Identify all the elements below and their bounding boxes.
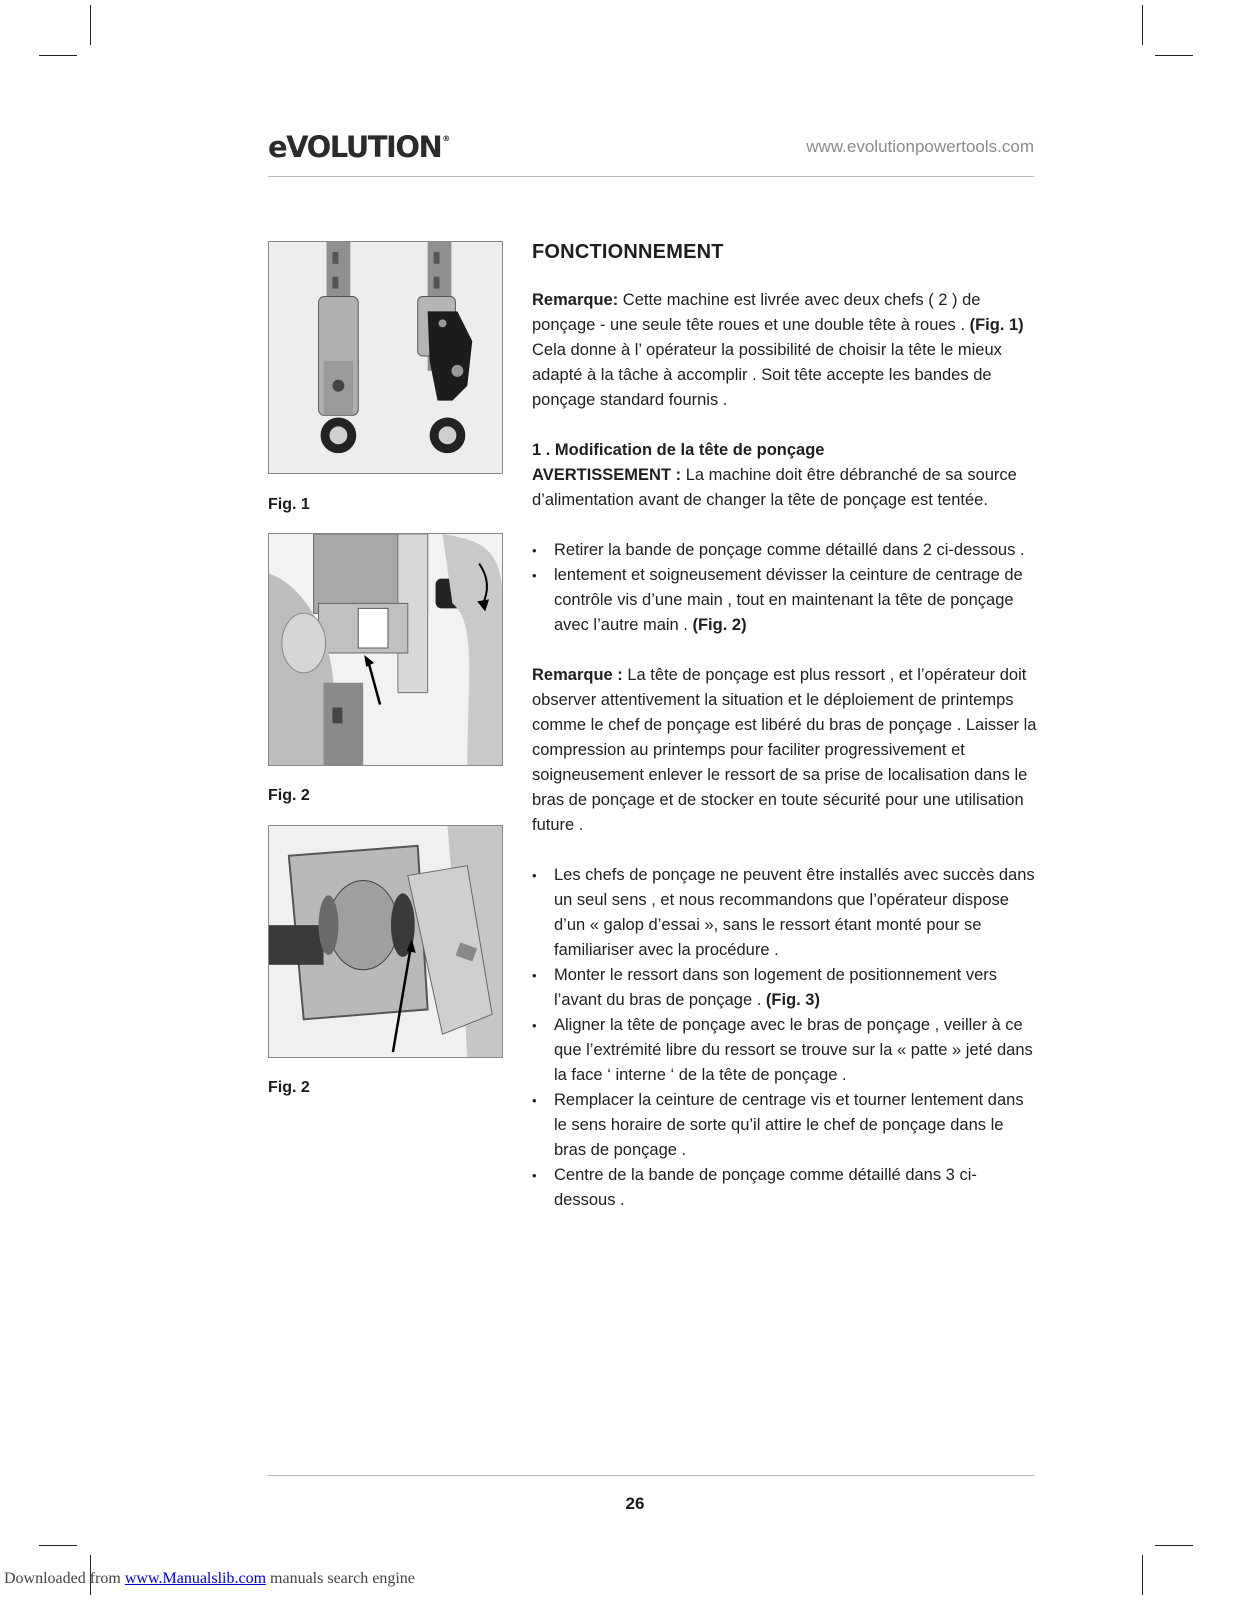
spring-note-text: La tête de ponçage est plus ressort , et l’opérateur doit observer attentivement la situation et le déploiement de printemps comme le chef de ponçage est libéré du bras de ponçage . Laisser la compression au printemps pour faciliter progressivement et soigneusement enlever le ressort de sa prise de localisation dans le bras de ponçage et de stocker en toute sécurité pour une utilisation future . bbox=[532, 666, 1037, 834]
list-item bbox=[532, 863, 1037, 963]
intro-note-label: Remarque: bbox=[532, 291, 619, 309]
crop-mark bbox=[39, 1545, 77, 1546]
intro-note bbox=[532, 288, 1037, 413]
crop-mark bbox=[39, 55, 77, 56]
download-footer bbox=[4, 1570, 415, 1588]
steps-list-1 bbox=[532, 538, 1037, 638]
website-url: www.evolutionpowertools.com bbox=[806, 137, 1034, 156]
main-content bbox=[532, 238, 1037, 1238]
brand-logo-text: eVOLUTION bbox=[268, 130, 442, 164]
header-divider bbox=[268, 176, 1034, 177]
list-item-text: lentement et soigneusement dévisser la ceinture de centrage de contrôle vis d’une main , tout en maintenant la tête de ponçage avec l’autre main . bbox=[554, 566, 1023, 634]
footer-prefix: Downloaded from bbox=[4, 1570, 125, 1587]
list-item bbox=[532, 563, 1037, 638]
crop-mark bbox=[1155, 55, 1193, 56]
list-item-text: Centre de la bande de ponçage comme détaillé dans 3 ci-dessous . bbox=[554, 1166, 977, 1209]
crop-mark bbox=[90, 5, 91, 45]
intro-note-text: Cette machine est livrée avec deux chefs ( 2 ) de ponçage - une seule tête roues et une double tête à roues . bbox=[532, 291, 981, 334]
fig-ref: (Fig. 3) bbox=[765, 991, 820, 1009]
list-item-text: Retirer la bande de ponçage comme détaillé dans 2 ci-dessous . bbox=[554, 541, 1025, 559]
list-item bbox=[532, 538, 1037, 563]
page-number: 26 bbox=[625, 1494, 645, 1513]
fig-ref: (Fig. 2) bbox=[692, 616, 747, 634]
figure-2-caption: Fig. 2 bbox=[268, 787, 310, 804]
section-title: FONCTIONNEMENT bbox=[532, 241, 724, 263]
footer-divider bbox=[268, 1475, 1034, 1476]
warning-note bbox=[532, 463, 1037, 513]
figure-3-caption: Fig. 2 bbox=[268, 1079, 310, 1096]
list-item-text: Les chefs de ponçage ne peuvent être installés avec succès dans un seul sens , et nous recommandons que l’opérateur dispose d’un « galop d’essai », sans le ressort étant monté pour se familiariser avec la procédure . bbox=[554, 866, 1035, 959]
steps-list-2 bbox=[532, 863, 1037, 1213]
crop-mark bbox=[1155, 1545, 1193, 1546]
list-item-text: Aligner la tête de ponçage avec le bras de ponçage , veiller à ce que l’extrémité libre du ressort se trouve sur la « patte » jeté dans la face ‘ interne ‘ de la tête de ponçage . bbox=[554, 1016, 1033, 1084]
list-item bbox=[532, 1163, 1037, 1213]
figure-3-photo bbox=[268, 825, 503, 1058]
intro-note-text-2: Cela donne à l’ opérateur la possibilité de choisir la tête le mieux adapté à la tâche à accomplir . Soit tête accepte les bandes de ponçage standard fournis . bbox=[532, 341, 1002, 409]
crop-mark bbox=[1142, 5, 1143, 45]
crop-mark bbox=[1142, 1555, 1143, 1595]
list-item-text: Remplacer la ceinture de centrage vis et tourner lentement dans le sens horaire de sorte qu’il attire le chef de ponçage dans le bras de ponçage . bbox=[554, 1091, 1024, 1159]
warning-label: AVERTISSEMENT : bbox=[532, 466, 682, 484]
subsection-title: 1 . Modification de la tête de ponçage bbox=[532, 441, 825, 459]
footer-suffix: manuals search engine bbox=[266, 1570, 415, 1587]
figure-1-photo bbox=[268, 241, 503, 474]
brand-logo bbox=[268, 130, 450, 164]
figure-1-caption: Fig. 1 bbox=[268, 496, 310, 513]
warning-text: La machine doit être débranché de sa source d’alimentation avant de changer la tête de ponçage est tentée. bbox=[532, 466, 1017, 509]
intro-fig-ref: (Fig. 1) bbox=[969, 316, 1024, 334]
list-item bbox=[532, 1013, 1037, 1088]
manualslib-link[interactable]: www.Manualslib.com bbox=[124, 1570, 267, 1587]
spring-note-label: Remarque : bbox=[532, 666, 623, 684]
spring-note bbox=[532, 663, 1037, 838]
figure-2-photo bbox=[268, 533, 503, 766]
list-item bbox=[532, 963, 1037, 1013]
list-item-text: Monter le ressort dans son logement de positionnement vers l’avant du bras de ponçage . bbox=[554, 966, 997, 1009]
list-item bbox=[532, 1088, 1037, 1163]
registered-mark: ® bbox=[442, 134, 451, 143]
